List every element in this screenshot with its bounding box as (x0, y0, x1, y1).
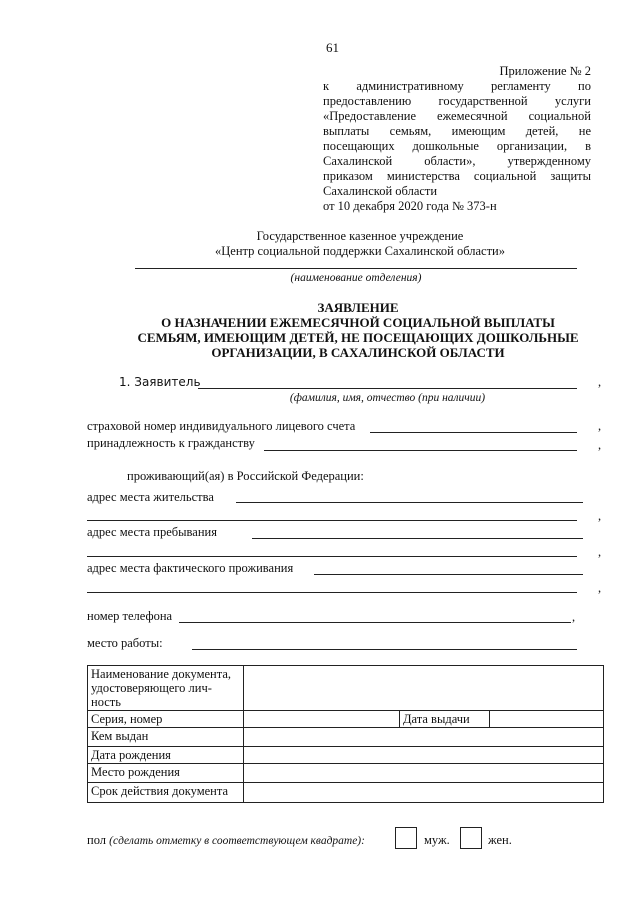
annex-line: к административному регламенту по (323, 79, 591, 93)
table-row (88, 764, 604, 783)
birth-date-cell[interactable] (244, 747, 604, 764)
applicant-label: 1. Заявитель (119, 375, 201, 389)
female-label: жен. (488, 833, 512, 847)
snils-label: страховой номер индивидуального лицевого счета (87, 419, 356, 433)
stay-label: адрес места пребывания (87, 525, 217, 539)
annex-line: Сахалинской области», утвержденному (323, 154, 591, 168)
department-caption: (наименование отделения) (290, 272, 422, 284)
page-number: 61 (326, 40, 339, 55)
residence-label: адрес места жительства (87, 490, 214, 504)
annex-title: Приложение № 2 (499, 64, 591, 78)
annex-line: выплаты семьям, имеющим детей, не (323, 124, 591, 138)
comma: , (598, 545, 602, 559)
table-row (88, 666, 604, 711)
actual-residence-line[interactable] (314, 574, 583, 575)
comma: , (598, 581, 602, 595)
annex-line: предоставлению государственной услуги (323, 94, 591, 108)
annex-line: Сахалинской области (323, 184, 438, 198)
validity-label: Срок действия документа (88, 783, 244, 803)
institution-line1: Государственное казенное учреждение (256, 229, 464, 243)
annex-line: посещающих дошкольные организации, в (323, 139, 591, 153)
validity-cell[interactable] (244, 783, 604, 803)
birth-place-cell[interactable] (244, 764, 604, 783)
heading-line3: СЕМЬЯМ, ИМЕЮЩИМ ДЕТЕЙ, НЕ ПОСЕЩАЮЩИХ ДОШКОЛЬНЫЕ (137, 330, 579, 345)
heading-line4: ОРГАНИЗАЦИИ, В САХАЛИНСКОЙ ОБЛАСТИ (211, 345, 505, 360)
citizenship-label: принадлежность к гражданству (87, 436, 255, 450)
gender-label: пол (87, 833, 107, 847)
residence-line[interactable] (236, 502, 583, 503)
actual-residence-line-2[interactable] (87, 592, 577, 593)
issue-date-cell[interactable] (490, 711, 604, 728)
actual-residence-label: адрес места фактического проживания (87, 561, 294, 575)
issued-by-label: Кем выдан (88, 728, 244, 747)
annex-line: «Предоставление ежемесячной социальной (323, 109, 591, 123)
birth-date-label: Дата рождения (88, 747, 244, 764)
annex-line: от 10 декабря 2020 года № 373-н (323, 199, 497, 213)
series-cell[interactable] (244, 711, 400, 728)
comma: , (572, 610, 576, 624)
series-label: Серия, номер (88, 711, 244, 728)
applicant-name-line[interactable] (198, 388, 577, 389)
heading-line2: О НАЗНАЧЕНИИ ЕЖЕМЕСЯЧНОЙ СОЦИАЛЬНОЙ ВЫПЛАТЫ (161, 315, 555, 330)
heading-title: ЗАЯВЛЕНИЕ (317, 300, 399, 315)
phone-label: номер телефона (87, 609, 173, 623)
phone-line[interactable] (179, 622, 571, 623)
female-checkbox[interactable] (460, 827, 482, 849)
residence-line-2[interactable] (87, 520, 577, 521)
table-row (88, 728, 604, 747)
issued-by-cell[interactable] (244, 728, 604, 747)
applicant-name-caption: (фамилия, имя, отчество (при наличии) (289, 392, 486, 404)
male-label: муж. (424, 833, 450, 847)
work-line[interactable] (192, 649, 577, 650)
comma: , (598, 375, 602, 389)
issue-date-label: Дата выдачи (400, 711, 490, 728)
comma: , (598, 438, 602, 452)
residing-label: проживающий(ая) в Российской Федерации: (127, 469, 364, 483)
comma: , (598, 419, 602, 433)
birth-place-label: Место рождения (88, 764, 244, 783)
doc-name-label: Наименование документа, удостоверяющего лич-ность (88, 666, 244, 711)
identity-document-table (87, 665, 604, 803)
institution-line2: «Центр социальной поддержки Сахалинской области» (215, 244, 505, 258)
table-row (88, 747, 604, 764)
male-checkbox[interactable] (395, 827, 417, 849)
annex-block (323, 64, 591, 214)
gender-row (87, 833, 365, 848)
work-label: место работы: (87, 636, 163, 650)
department-line[interactable] (135, 268, 577, 269)
comma: , (598, 509, 602, 523)
table-row (88, 783, 604, 803)
annex-line: приказом министерства социальной защиты (323, 169, 591, 183)
stay-line-2[interactable] (87, 556, 577, 557)
stay-line[interactable] (252, 538, 583, 539)
gender-hint: (сделать отметку в соответствующем квадрате): (109, 835, 365, 847)
doc-name-cell[interactable] (244, 666, 604, 711)
table-row (88, 711, 604, 728)
snils-line[interactable] (370, 432, 577, 433)
citizenship-line[interactable] (264, 450, 577, 451)
